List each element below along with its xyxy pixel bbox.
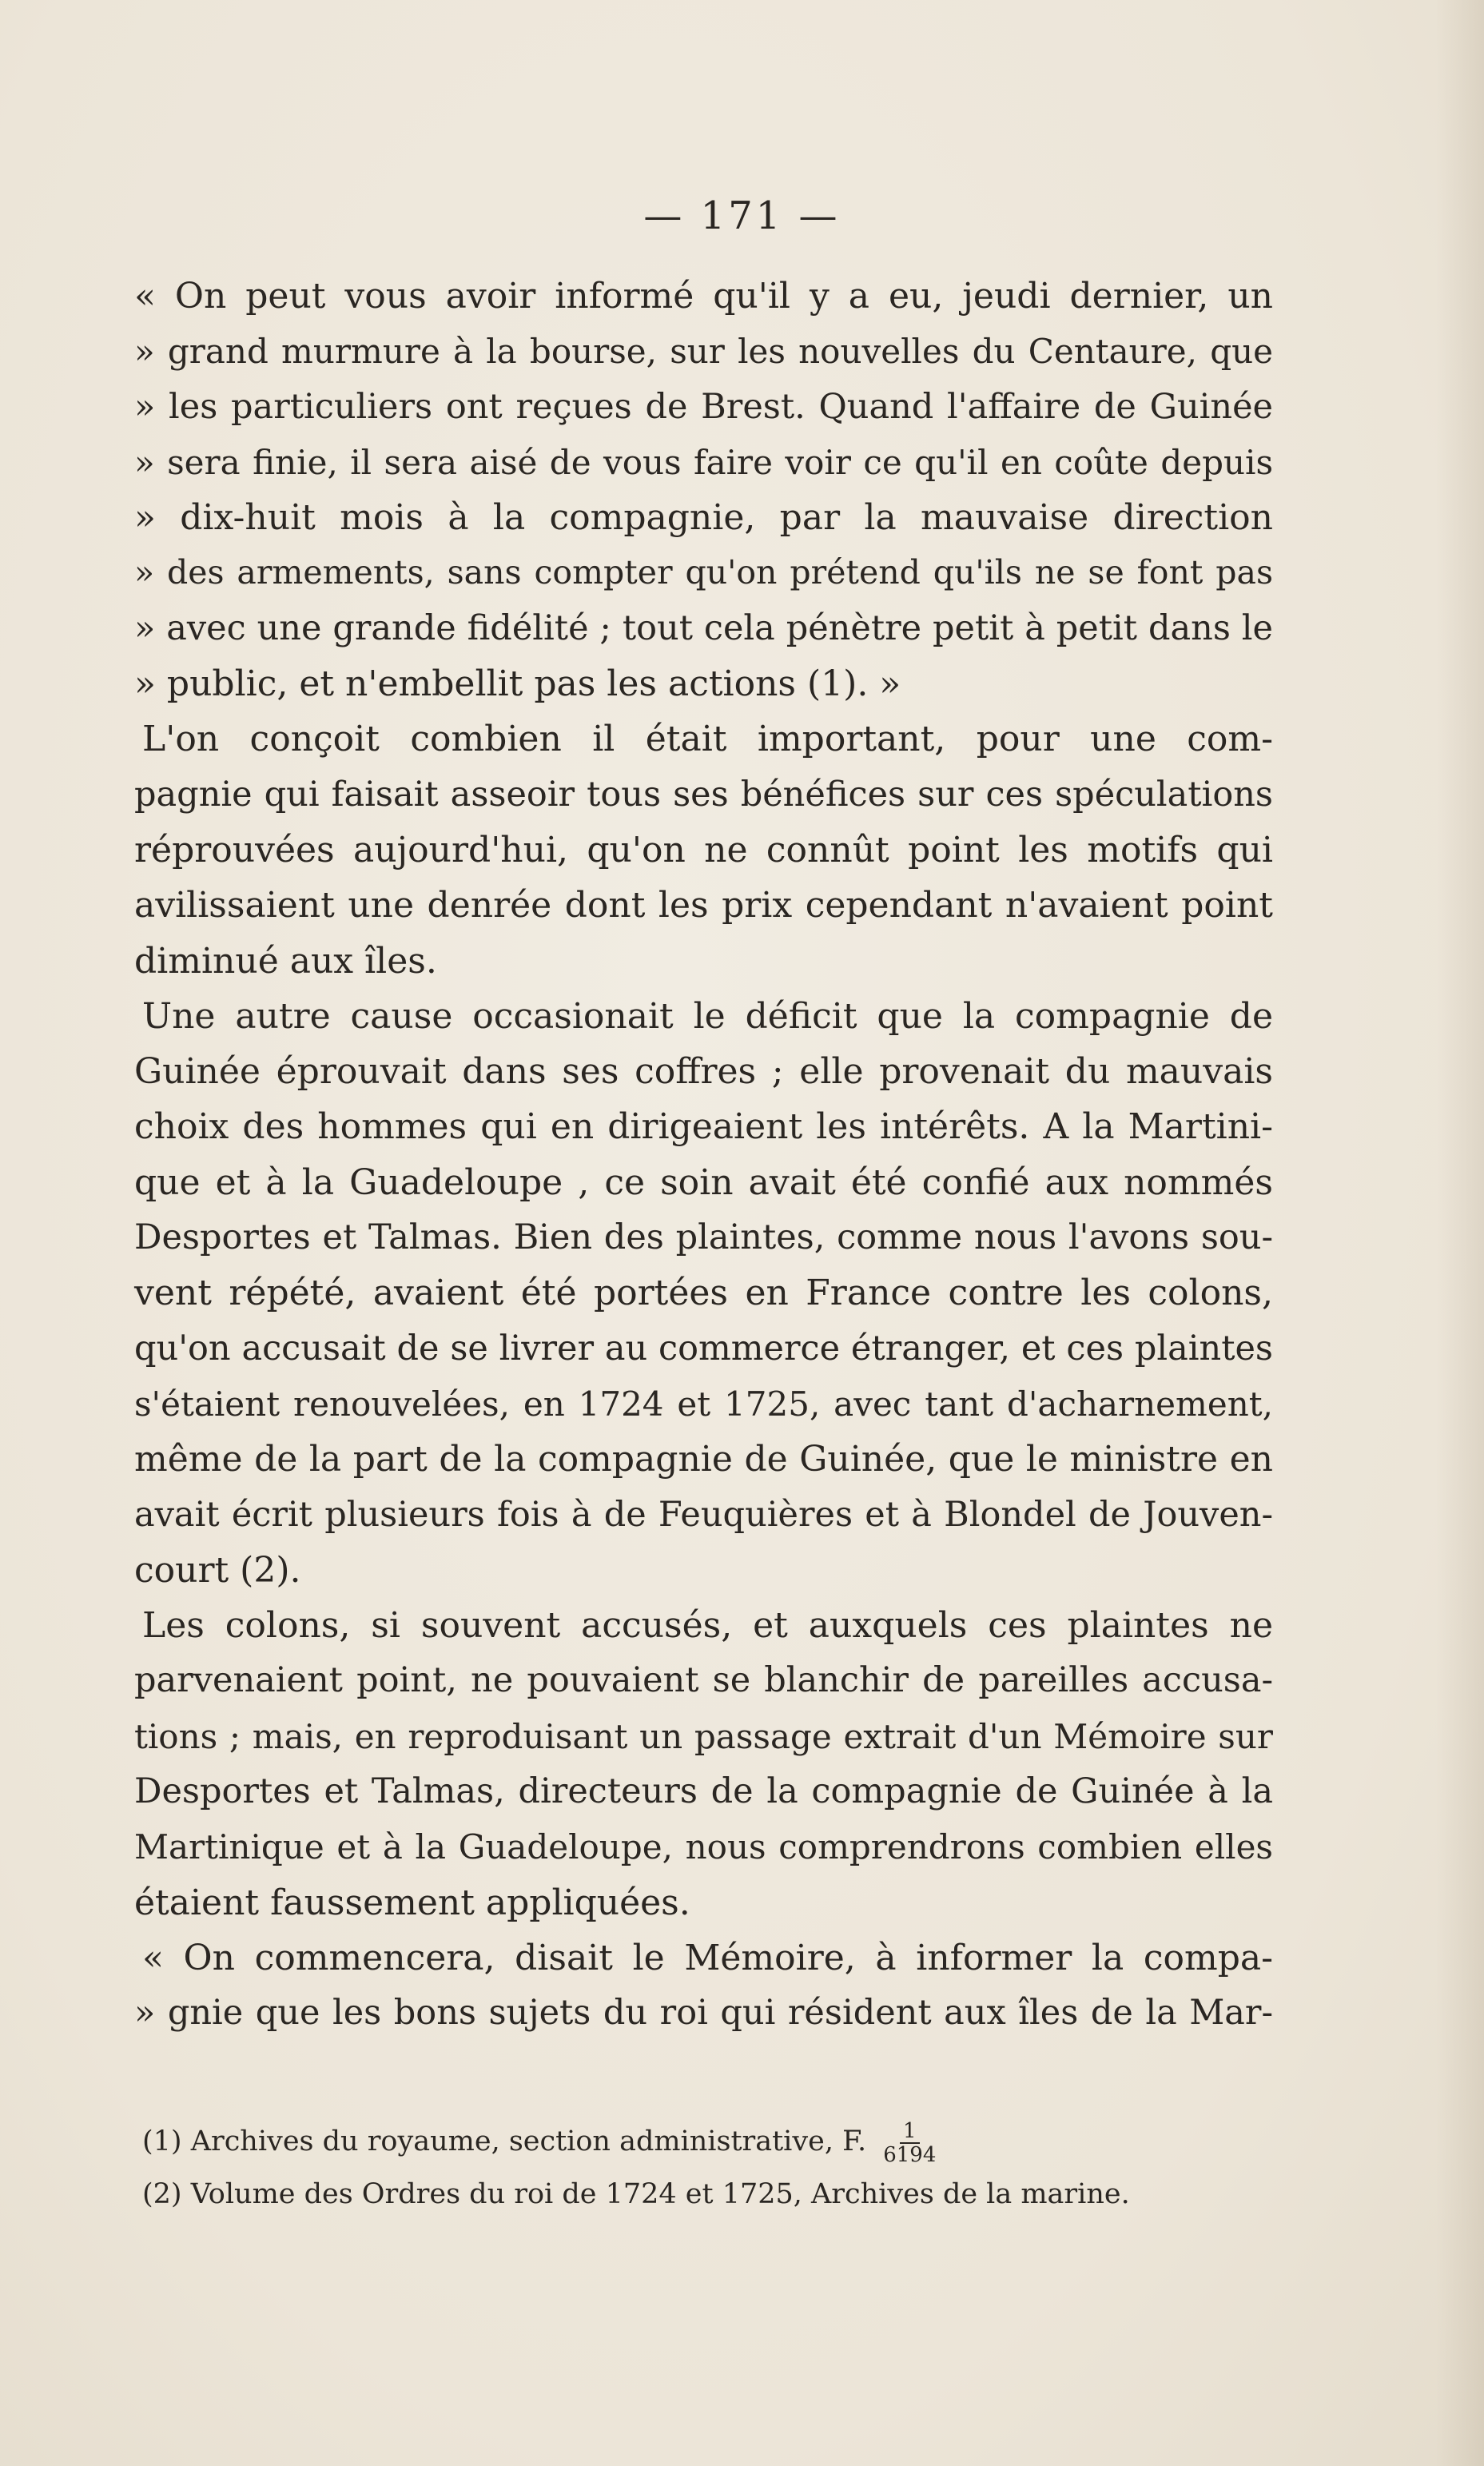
text-line: » public, et n'embellit pas les actions (1). » <box>134 663 901 705</box>
text-line: Desportes et Talmas, directeurs de la compagnie de Guinée à la <box>134 1771 1273 1812</box>
text-line: étaient faussement appliquées. <box>134 1882 690 1923</box>
text-line: même de la part de la compagnie de Guinée, que le ministre en <box>134 1439 1273 1480</box>
paragraph-quotation-2 <box>134 1930 1273 2042</box>
text-line: » gnie que les bons sujets du roi qui résident aux îles de la Mar- <box>134 1993 1273 2034</box>
text-line: Une autre cause occasionait le déficit que la compagnie de <box>142 995 1273 1037</box>
text-line: Desportes et Talmas. Bien des plaintes, comme nous l'avons sou- <box>134 1217 1273 1258</box>
footnote-1 <box>142 2115 1285 2168</box>
text-line: que et à la Guadeloupe , ce soin avait été confié aux nommés <box>134 1161 1273 1203</box>
body-text <box>134 269 1273 2042</box>
text-line: avait écrit plusieurs fois à de Feuquières et à Blondel de Jouven- <box>134 1494 1273 1535</box>
text-line: » avec une grande fidélité ; tout cela pénètre petit à petit dans le <box>134 608 1273 648</box>
text-line: Les colons, si souvent accusés, et auxquels ces plaintes ne <box>142 1605 1273 1647</box>
text-line: » les particuliers ont reçues de Brest. Quand l'affaire de Guinée <box>134 386 1273 427</box>
text-line: parvenaient point, ne pouvaient se blanchir de pareilles accusa- <box>134 1660 1273 1701</box>
text-line: avilissaient une denrée dont les prix cependant n'avaient point <box>134 885 1273 926</box>
text-line: L'on conçoit combien il était important, pour une com- <box>142 719 1273 760</box>
text-line: diminué aux îles. <box>134 940 437 982</box>
text-line: « On commencera, disait le Mémoire, à informer la compa- <box>142 1937 1273 1978</box>
text-line: « On peut vous avoir informé qu'il y a eu, jeudi dernier, un <box>134 276 1273 317</box>
paragraph-quotation-1 <box>134 269 1273 711</box>
paragraph <box>134 989 1273 1598</box>
text-line: choix des hommes qui en dirigeaient les intérêts. A la Martini- <box>134 1106 1273 1148</box>
paragraph <box>134 711 1273 988</box>
text-line: s'étaient renouvelées, en 1724 et 1725, avec tant d'acharnement, <box>134 1384 1273 1424</box>
fraction-denominator: 6194 <box>883 2142 937 2167</box>
text-line: » dix-huit mois à la compagnie, par la mauvaise direction <box>134 497 1273 539</box>
text-line: court (2). <box>134 1549 301 1591</box>
footnote-1-text: (1) Archives du royaume, section administrative, F. <box>142 2125 867 2157</box>
footnote-1-fraction <box>883 2120 936 2166</box>
page-gutter-shadow <box>1436 0 1484 2466</box>
text-line: » grand murmure à la bourse, sur les nouvelles du Centaure, que <box>134 332 1273 372</box>
page-number: — 171 — <box>643 193 841 238</box>
text-line: Martinique et à la Guadeloupe, nous comprendrons combien elles <box>134 1827 1273 1867</box>
text-line: réprouvées aujourd'hui, qu'on ne connût point les motifs qui <box>134 829 1273 870</box>
text-line: pagnie qui faisait asseoir tous ses bénéfices sur ces spéculations <box>134 774 1273 815</box>
footnote-2: (2) Volume des Ordres du roi de 1724 et 1725, Archives de la marine. <box>142 2178 1130 2210</box>
text-line: tions ; mais, en reproduisant un passage extrait d'un Mémoire sur <box>134 1716 1273 1756</box>
text-line: » sera finie, il sera aisé de vous faire voir ce qu'il en coûte depuis <box>134 442 1273 482</box>
text-line: Guinée éprouvait dans ses coffres ; elle provenait du mauvais <box>134 1051 1273 1093</box>
paragraph <box>134 1598 1273 1930</box>
text-line: vent répété, avaient été portées en France contre les colons, <box>134 1273 1273 1314</box>
footnotes <box>142 2115 1285 2221</box>
text-line: qu'on accusait de se livrer au commerce étranger, et ces plaintes <box>134 1328 1273 1368</box>
text-line: » des armements, sans compter qu'on prétend qu'ils ne se font pas <box>134 553 1273 592</box>
fraction-numerator: 1 <box>900 2120 920 2144</box>
